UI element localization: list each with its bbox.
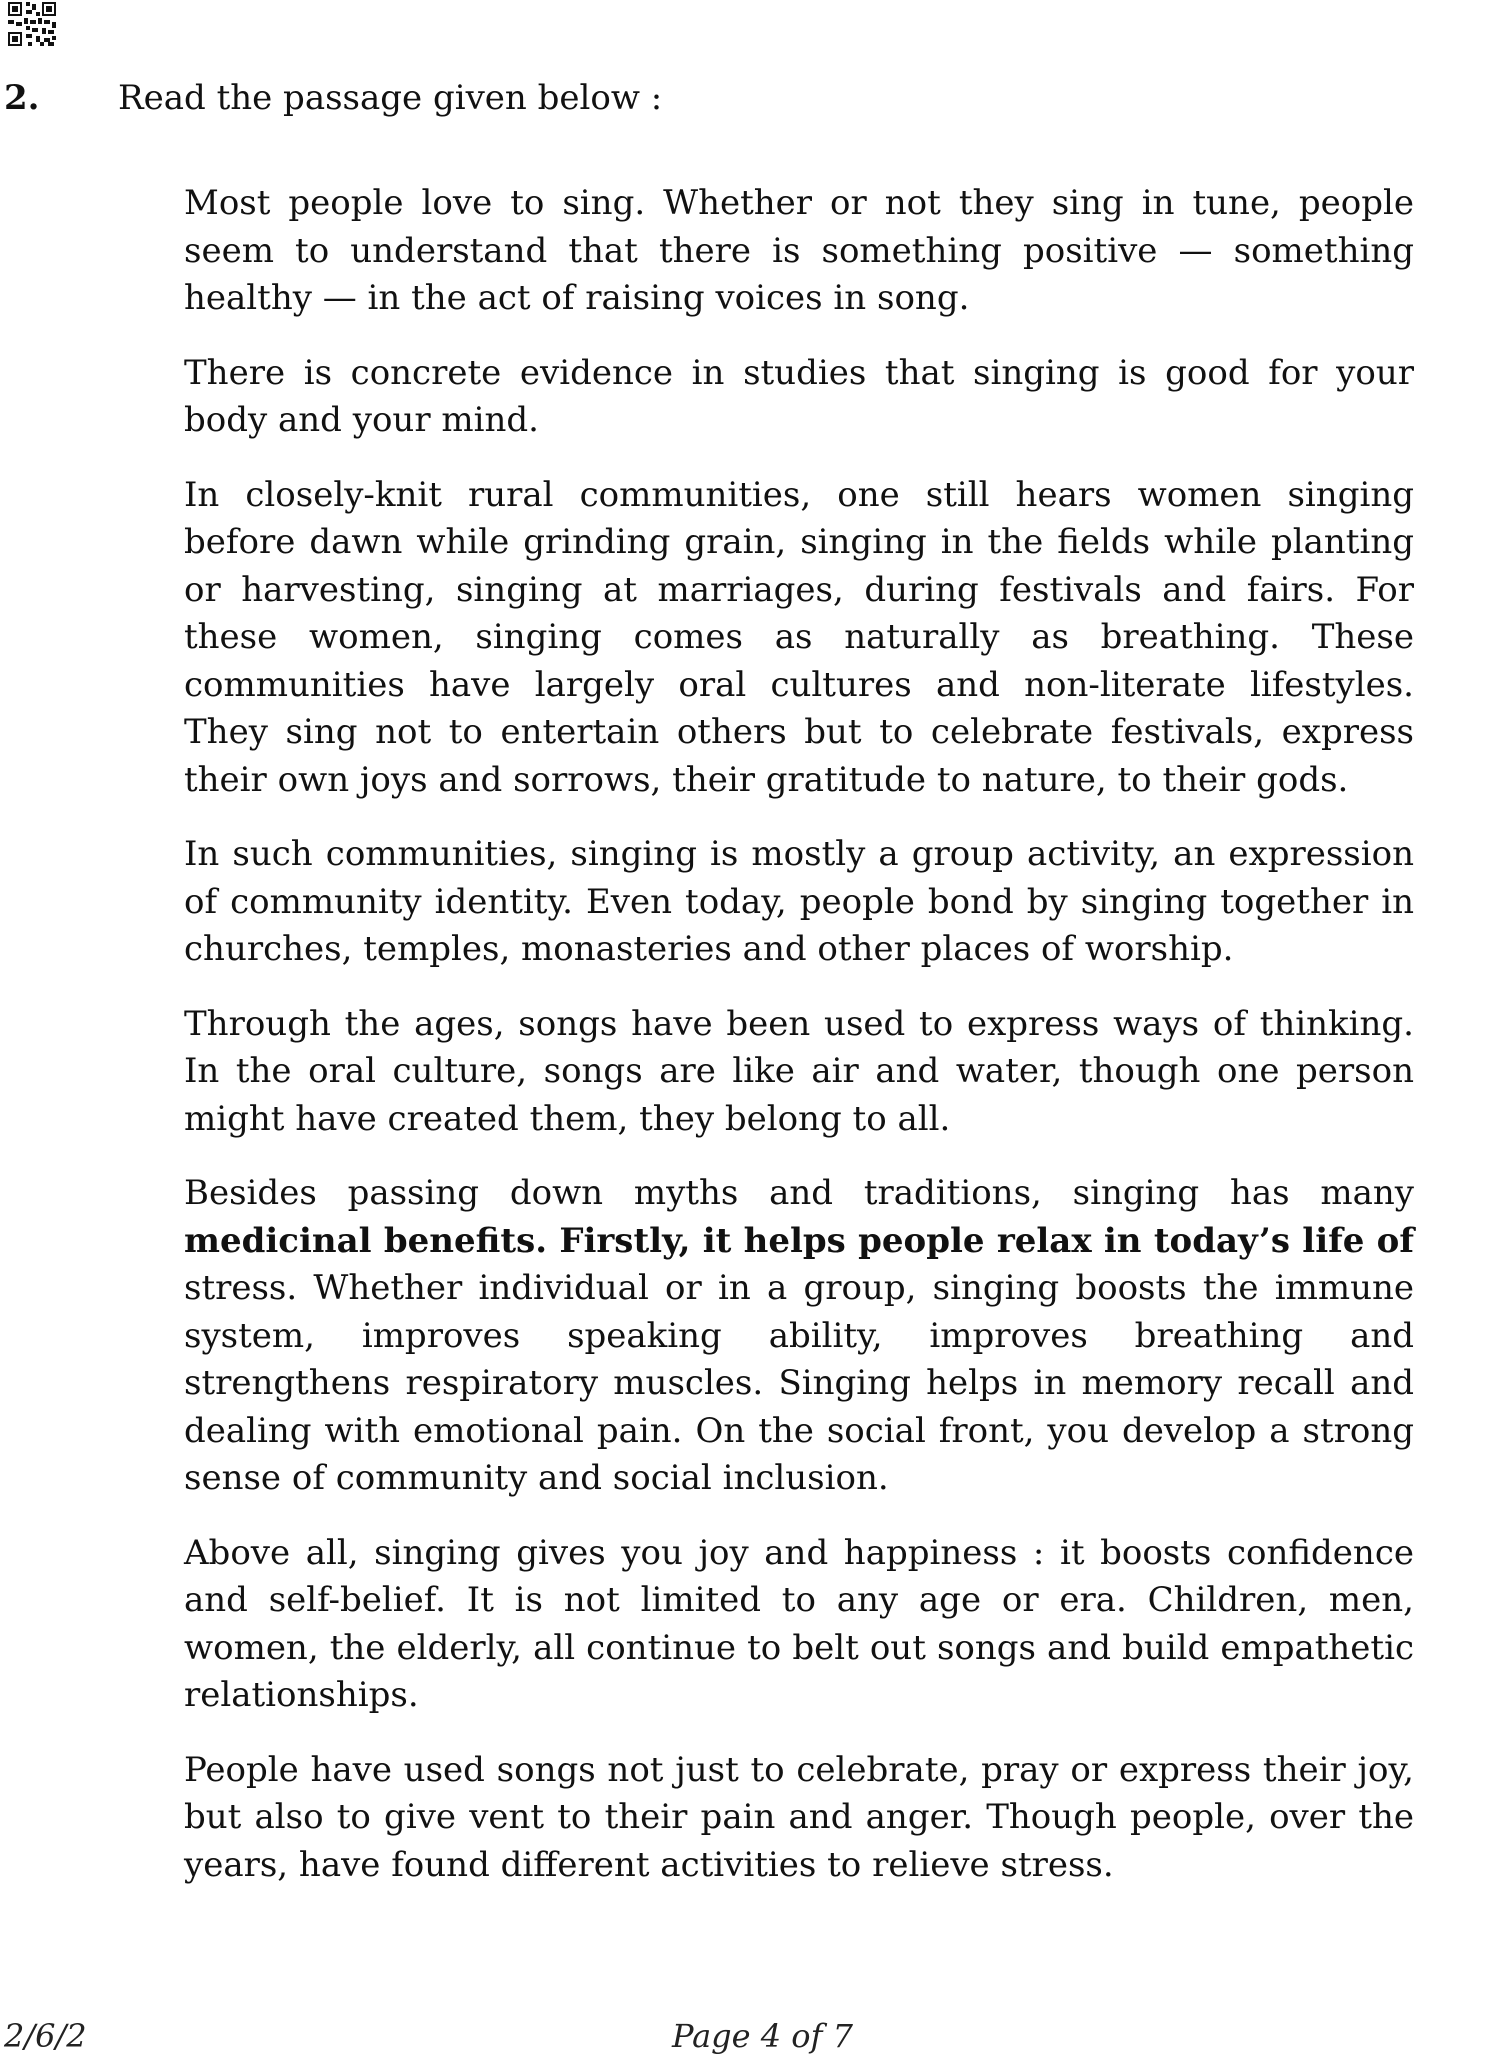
passage-paragraph: Through the ages, songs have been used to express ways of thinking. In the oral culture, songs are like air and water, though one person might have created them, they belong to all. [184, 1003, 1414, 1139]
qr-code-icon [8, 2, 56, 46]
question-number: 2. [4, 78, 40, 118]
passage-paragraph: Above all, singing gives you joy and happiness : it boosts confidence and self-belief. It is not limited to any age or era. Children, men, women, the elderly, all continue to belt out songs and build empathetic relationships. [184, 1532, 1414, 1715]
passage-paragraph [184, 1170, 1414, 1503]
reading-passage [184, 180, 1414, 1916]
paper-code: 2/6/2 [4, 2017, 87, 2055]
question-instruction: Read the passage given below : [118, 78, 663, 118]
paragraph-text: Besides passing down myths and traditions, singing has many [184, 1173, 1414, 1213]
passage-paragraph: In closely-knit rural communities, one still hears women singing before dawn while grinding grain, singing in the fields while planting or harvesting, singing at marriages, during festivals and fairs. For these women, singing comes as naturally as breathing. These communities have largely oral cultures and non-literate lifestyles. They sing not to entertain others but to celebrate festivals, express their own joys and sorrows, their gratitude to nature, to their gods. [184, 474, 1414, 800]
paragraph-text: stress. Whether individual or in a group, singing boosts the immune system, improves speaking ability, improves breathing and strengthens respiratory muscles. Singing helps in memory recall and dealing with emotional pain. On the social front, you develop a strong sense of community and social inclusion. [184, 1268, 1414, 1498]
passage-paragraph: Most people love to sing. Whether or not they sing in tune, people seem to understand that there is something positive — something healthy — in the act of raising voices in song. [184, 183, 1414, 318]
bold-text: medicinal benefits. Firstly, it helps people relax in today’s life of [184, 1220, 1414, 1261]
passage-paragraph: In such communities, singing is mostly a group activity, an expression of community identity. Even today, people bond by singing together in churches, temples, monasteries and other places of worship. [184, 834, 1414, 969]
passage-paragraph: People have used songs not just to celebrate, pray or express their joy, but also to give vent to their pain and anger. Though people, over the years, have found different activities to relieve stress. [184, 1749, 1414, 1885]
page-number: Page 4 of 7 [672, 2017, 853, 2055]
page-footer [0, 2014, 1505, 2055]
passage-paragraph: There is concrete evidence in studies that singing is good for your body and your mind. [184, 352, 1414, 440]
